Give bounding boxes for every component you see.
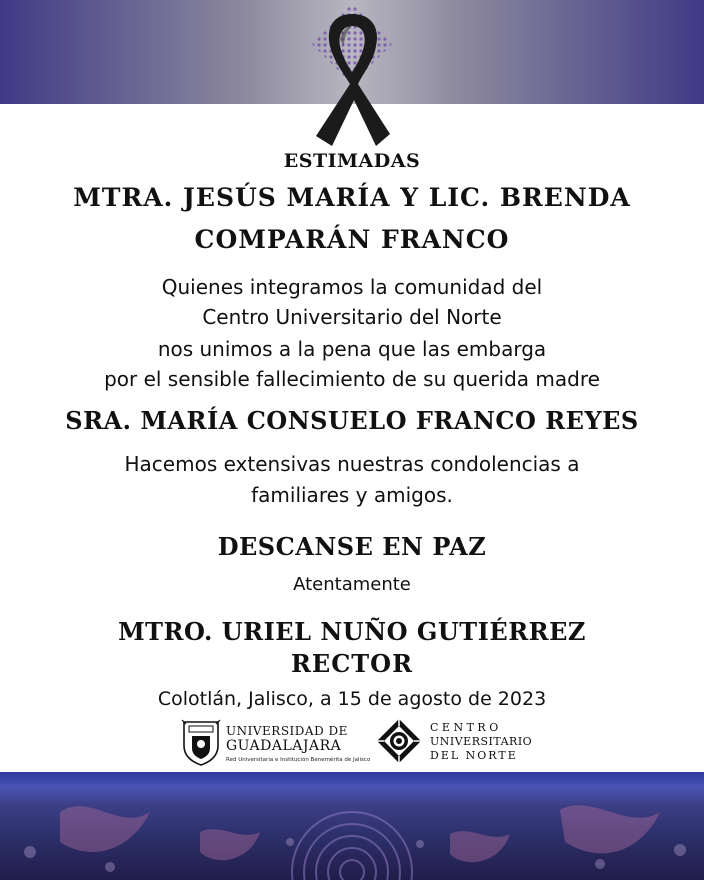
recipients-line-2: COMPARÁN FRANCO <box>194 225 510 254</box>
udg-logo <box>180 718 371 768</box>
condolences-line-1: Hacemos extensivas nuestras condolencias a <box>124 452 580 476</box>
mourning-ribbon-icon <box>292 0 412 152</box>
cunorte-logo <box>376 716 546 768</box>
greeting: ESTIMADAS <box>283 150 421 172</box>
udg-shield-icon <box>180 718 222 766</box>
signer-name: MTRO. URIEL NUÑO GUTIÉRREZ <box>118 617 586 646</box>
bottom-decorative-band <box>0 772 704 880</box>
udg-name-line-1: UNIVERSIDAD DE <box>226 724 348 738</box>
cunorte-emblem-icon <box>376 718 422 764</box>
message-line-2: Centro Universitario del Norte <box>202 305 502 329</box>
udg-tagline: Red Universitaria e Institución Benemérita de Jalisco <box>226 757 371 763</box>
cunorte-name-line-1: CENTRO <box>430 721 502 734</box>
signer-role: RECTOR <box>290 649 414 678</box>
udg-name-line-2: GUADALAJARA <box>226 738 342 754</box>
cunorte-name-line-2: UNIVERSITARIO <box>430 735 533 748</box>
rest-in-peace: DESCANSE EN PAZ <box>217 532 487 561</box>
message-line-4: por el sensible fallecimiento de su querida madre <box>104 367 600 391</box>
message-line-1: Quienes integramos la comunidad del <box>161 275 543 299</box>
condolences-line-2: familiares y amigos. <box>251 483 453 507</box>
place-and-date: Colotlán, Jalisco, a 15 de agosto de 2023 <box>157 688 547 710</box>
recipients-line-1: MTRA. JESÚS MARÍA Y LIC. BRENDA <box>73 183 631 212</box>
closing: Atentamente <box>293 574 411 595</box>
cunorte-name-line-3: DEL NORTE <box>430 749 518 762</box>
deceased-name: SRA. MARÍA CONSUELO FRANCO REYES <box>65 406 639 435</box>
message-line-3: nos unimos a la pena que las embarga <box>157 337 547 361</box>
